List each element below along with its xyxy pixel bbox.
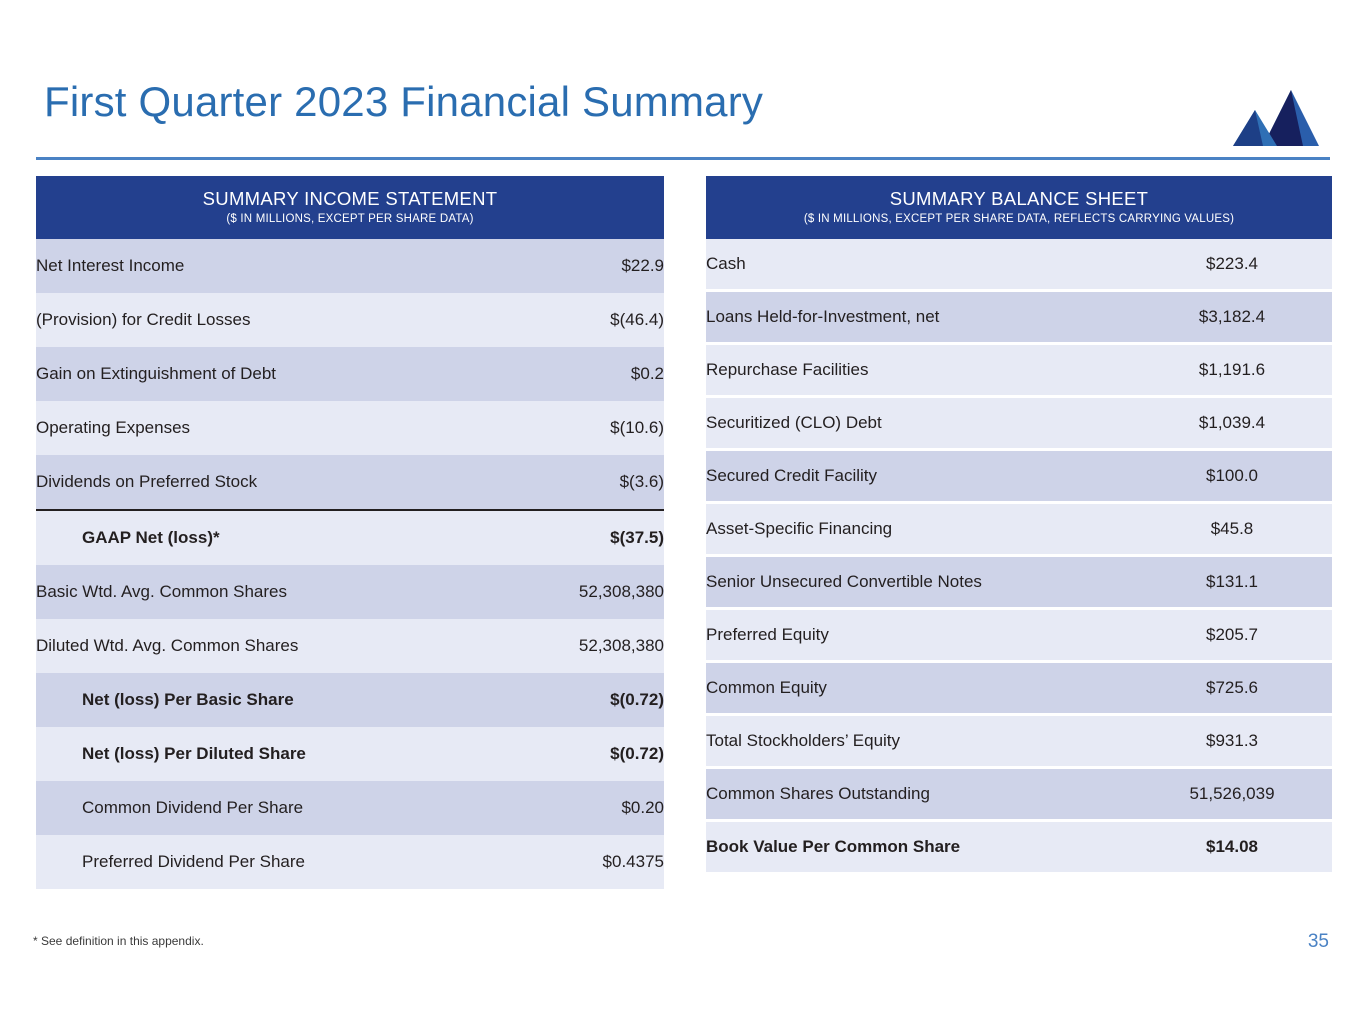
table-row — [706, 291, 1332, 344]
row-label: Operating Expenses — [36, 401, 458, 455]
balance-sheet-header — [706, 176, 1332, 239]
row-label: (Provision) for Credit Losses — [36, 293, 458, 347]
row-label: Securitized (CLO) Debt — [706, 397, 1132, 450]
row-value: $100.0 — [1132, 450, 1332, 503]
income-statement-title: SUMMARY INCOME STATEMENT — [202, 188, 498, 209]
table-row — [706, 239, 1332, 291]
row-label: Gain on Extinguishment of Debt — [36, 347, 458, 401]
row-value: $223.4 — [1132, 239, 1332, 291]
balance-sheet-subtitle: ($ IN MILLIONS, EXCEPT PER SHARE DATA, REFLECTS CARRYING VALUES) — [803, 213, 1235, 226]
row-label: Net (loss) Per Diluted Share — [36, 727, 458, 781]
table-row — [706, 768, 1332, 821]
row-value: $0.4375 — [458, 835, 664, 889]
table-row — [36, 727, 664, 781]
row-value: $205.7 — [1132, 609, 1332, 662]
row-label: Basic Wtd. Avg. Common Shares — [36, 565, 458, 619]
row-label: Loans Held-for-Investment, net — [706, 291, 1132, 344]
row-value: $3,182.4 — [1132, 291, 1332, 344]
table-row — [36, 565, 664, 619]
row-value: $1,191.6 — [1132, 344, 1332, 397]
row-label: Preferred Dividend Per Share — [36, 835, 458, 889]
row-label: Common Dividend Per Share — [36, 781, 458, 835]
table-row — [36, 781, 664, 835]
table-row — [706, 821, 1332, 874]
income-statement-panel — [36, 176, 664, 889]
company-logo-icon — [1233, 80, 1329, 146]
row-value: 52,308,380 — [458, 619, 664, 673]
row-value: $14.08 — [1132, 821, 1332, 874]
row-label: GAAP Net (loss)* — [36, 510, 458, 565]
table-row — [36, 835, 664, 889]
row-label: Dividends on Preferred Stock — [36, 455, 458, 510]
table-row — [36, 293, 664, 347]
income-statement-table — [36, 239, 664, 889]
row-value: $(3.6) — [458, 455, 664, 510]
balance-sheet-title: SUMMARY BALANCE SHEET — [889, 188, 1149, 209]
row-label: Book Value Per Common Share — [706, 821, 1132, 874]
table-row — [36, 619, 664, 673]
table-row — [706, 344, 1332, 397]
row-label: Cash — [706, 239, 1132, 291]
row-value: $725.6 — [1132, 662, 1332, 715]
table-row — [706, 556, 1332, 609]
row-label: Common Shares Outstanding — [706, 768, 1132, 821]
row-value: $(10.6) — [458, 401, 664, 455]
row-label: Asset-Specific Financing — [706, 503, 1132, 556]
table-row — [36, 673, 664, 727]
row-value: $22.9 — [458, 239, 664, 293]
table-row — [36, 401, 664, 455]
row-label: Secured Credit Facility — [706, 450, 1132, 503]
row-label: Diluted Wtd. Avg. Common Shares — [36, 619, 458, 673]
page-number: 35 — [1307, 931, 1329, 952]
row-label: Senior Unsecured Convertible Notes — [706, 556, 1132, 609]
table-row — [36, 510, 664, 565]
row-label: Preferred Equity — [706, 609, 1132, 662]
row-value: $(46.4) — [458, 293, 664, 347]
row-value: $45.8 — [1132, 503, 1332, 556]
row-value: $(0.72) — [458, 727, 664, 781]
row-label: Total Stockholders’ Equity — [706, 715, 1132, 768]
table-row — [36, 239, 664, 293]
row-value: $1,039.4 — [1132, 397, 1332, 450]
balance-sheet-panel — [706, 176, 1332, 875]
table-row — [706, 609, 1332, 662]
row-label: Repurchase Facilities — [706, 344, 1132, 397]
row-value: $(0.72) — [458, 673, 664, 727]
table-row — [706, 715, 1332, 768]
row-label: Net (loss) Per Basic Share — [36, 673, 458, 727]
table-row — [36, 347, 664, 401]
table-row — [706, 450, 1332, 503]
row-value: $0.2 — [458, 347, 664, 401]
row-value: $131.1 — [1132, 556, 1332, 609]
table-row — [706, 503, 1332, 556]
footnote: * See definition in this appendix. — [33, 934, 204, 948]
page-title: First Quarter 2023 Financial Summary — [44, 78, 764, 125]
table-row — [36, 455, 664, 510]
title-divider — [36, 157, 1330, 160]
balance-sheet-table — [706, 239, 1332, 875]
table-row — [706, 397, 1332, 450]
row-label: Common Equity — [706, 662, 1132, 715]
row-value: $(37.5) — [458, 510, 664, 565]
row-value: $0.20 — [458, 781, 664, 835]
table-row — [706, 662, 1332, 715]
row-value: 52,308,380 — [458, 565, 664, 619]
row-value: 51,526,039 — [1132, 768, 1332, 821]
row-label: Net Interest Income — [36, 239, 458, 293]
income-statement-header — [36, 176, 664, 239]
income-statement-subtitle: ($ IN MILLIONS, EXCEPT PER SHARE DATA) — [226, 213, 474, 226]
row-value: $931.3 — [1132, 715, 1332, 768]
